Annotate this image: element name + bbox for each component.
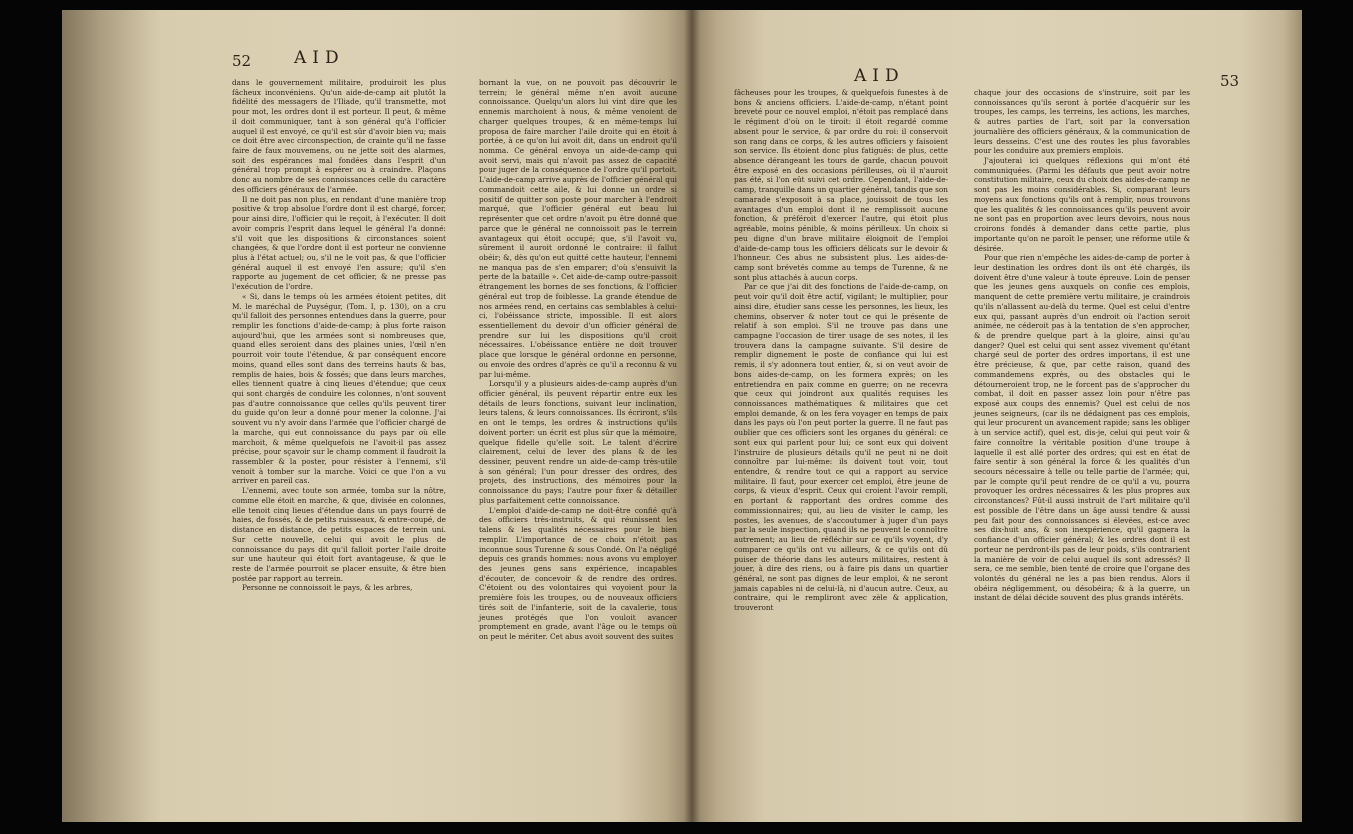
paragraph: Il ne doit pas non plus, en rendant d'une manière trop positive & trop absolue l'ordre dont il est chargé, forcer, pour ainsi dire, l'officier qui le reçoit, à l'exécuter. Il doit avoir compris l'esprit dans lequel le général l'a donné: s'il voit que les dispositions & circonstances soient changées, & que l'ordre dont il est porteur ne convienne plus à l'état actuel; ou, s'il ne le voit pas, & que l'officier général auquel il est envoyé l'en assure; qu'il s'en rapporte au jugement de cet officier, & ne presse pas l'exécution de l'ordre.	[232, 194, 446, 292]
paragraph: « Si, dans le temps où les armées étoient petites, dit M. le maréchal de Puységur, (Tom. I, p. 130), on a cru qu'il falloit des personnes entendues dans la guerre, pour remplir les fonctions d'aide-de-camp; à plus forte raison aujourd'hui, que les armées sont si nombreuses que, quand elles seroient dans des plaines unies, l'œil n'en pourroit voir toute l'étendue, & par conséquent encore moins, quand elles sont dans des terreins hauts & bas, remplis de haies, bois & fossés; que dans leurs marches, elles tiennent quatre à cinq lieues d'étendue; que ceux qui sont chargés de conduire les colonnes, n'ont souvent pas d'autre connoissance que celles qu'ils peuvent tirer du guide qu'on leur a donné pour mener la colonne. J'ai souvent vu n'y avoir dans l'armée que l'officier chargé de la marche, qui eut connoissance du pays par où elle marchoit, & même quelquefois ne l'avoit-il pas assez précise, pour sçavoir sur le champ comment il faudroit la rassembler & la poster, pour résister à l'ennemi, s'il venoit à tomber sur la marche. Voici ce que l'on a vu arriver en pareil cas.	[232, 291, 446, 486]
paragraph: bornant la vue, on ne pouvoit pas découvrir le terrein; le général même n'en avoit aucune connoissance. Quelqu'un alors lui vint dire que les ennemis marchoient à nous, & même venoient de charger quelques troupes, & en même-temps lui proposa de faire marcher l'aile droite qui en étoit à portée, à ce qu'on lui avoit dit, dans un endroit qu'il nomma. Ce général envoya un aide-de-camp qui avoit servi, mais qui n'avoit pas assez de capacité pour juger de la conséquence de l'ordre qu'il portoit. L'aide-de-camp arrive auprès de l'officier général qui commandoit cette aile, & lui donne un ordre si positif de quitter son poste pour marcher à l'endroit marqué, que l'officier général eut beau lui représenter que cet ordre n'avoit pu être donné que parce que le général ne connoissoit pas le terrein avantageux qui étoit occupé; que, s'il l'avoit vu, sûrement il auroit ordonné le contraire: il fallut obéir; &, dès qu'on eut quitté cette hauteur, l'ennemi ne manqua pas de s'en emparer; d'où s'ensuivit la perte de la bataille ». Cet aide-de-camp outre-passoit étrangement les bornes de ses fonctions, & l'officier général eut trop de foiblesse. La grande étendue de nos armées rend, en certains cas semblables à celui-ci, l'obéissance stricte, impossible. Il est alors essentiellement du devoir d'un officier général de prendre sur lui les dispositions qu'il croit nécessaires. L'obéissance entière ne doit trouver place que lorsque le général ordonne en personne, ou envoie des ordres d'après ce qu'il a reconnu & vu par lui-même.	[479, 78, 677, 379]
page-number: 52	[232, 52, 252, 70]
paragraph: Personne ne connoissoit le pays, & les arbres,	[242, 583, 413, 593]
paragraph: J'ajouterai ici quelques réflexions qui m'ont été communiquées. (Parmi les défauts que peut avoir notre constitution militaire, ceux du choix des aides-de-camp ne sont pas les moins considérables. Si, comparant leurs moyens aux fonctions qu'ils ont à remplir, nous trouvons que les qualités & les connoissances qu'ils peuvent avoir ne sont pas en proportion avec leurs devoirs, nous nous croirons fondés à demander dans cette partie, plus importante qu'on ne paroît le penser, une réforme utile & désirée.	[974, 156, 1190, 253]
text-column-right	[479, 78, 677, 642]
page-number: 53	[1220, 72, 1240, 90]
text-column-left	[734, 88, 948, 613]
book-gutter	[684, 10, 700, 822]
right-page	[692, 10, 1302, 822]
text-column-right	[974, 88, 1190, 603]
paragraph: Par ce que j'ai dit des fonctions de l'aide-de-camp, on peut voir qu'il doit être actif, vigilant; le multiplier, pour ainsi dire, étudier sans cesse les personnes, les lieux, les chemins, observer & noter tout ce qui le présente de relatif à son emploi. S'il ne trouve pas dans une campagne l'occasion de tirer usage de ses notes, il les trouvera dans la campagne suivante. S'il desire de remplir dignement le poste de confiance qui lui est remis, il s'y adonnera tout entier, &, si on veut avoir de bons aides-de-camp, on les formera exprès; on les entretiendra en paix comme en guerre; on ne recevra que ceux qui joindront aux qualités requises les connoissances mathématiques & militaires que cet emploi demande, & on les fera voyager en temps de paix dans les pays où l'on peut porter la guerre. Il ne faut pas oublier que ces officiers sont les organes du général: ce sont eux qui parlent pour lui; ce sont eux qui doivent l'instruire de plusieurs détails qu'il ne peut ni ne doit connoître par lui-même: ils doivent tout voir, tout entendre, & rendre tout ce qui a rapport au service militaire. Il faut, pour exercer cet emploi, être jeune de corps, & vieux d'esprit. Ceux qui croient l'avoir rempli, en portant & rapportant des ordres comme des commissionnaires; qui, au lieu de visiter le camp, les postes, les avenues, de s'accoutumer à juger d'un pays par la seule inspection, quand ils ne peuvent le connoître autrement; au lieu de réfléchir sur ce qu'ils voyent, d'y comparer ce qu'ils ont vu ailleurs, & ce qu'ils ont dû puiser de théorie dans les auteurs militaires, restent à jouer, à dire des riens, ou à faire pis dans un quartier général, ne sont pas dignes de leur emploi, & ne seront jamais capables ni de celui-là, ni d'aucun autre. Ceux, au contraire, qui le rempliront avec zèle & application, trouveront	[734, 282, 948, 613]
paragraph: L'emploi d'aide-de-camp ne doit-être confié qu'à des officiers très-instruits, & qui réunissent les talens & les qualités nécessaires pour le bien remplir. L'importance de ce choix n'étoit pas inconnue sous Turenne & sous Condé. On l'a négligé depuis ces grands hommes: nous avons vu employer des jeunes gens sans expérience, incapables d'écouter, de concevoir & de rendre des ordres. C'étoient ou des volontaires qui voyoient pour la première fois les troupes, ou de nouveaux officiers tirés soit de l'infanterie, soit de la cavalerie, tous jeunes protégés que l'on vouloit avancer promptement en grade, avant l'âge ou le temps où on peut le mériter. Cet abus avoit souvent des suites	[479, 505, 677, 641]
paragraph: fâcheuses pour les troupes, & quelquefois funestes à de bons & anciens officiers. L'aide-de-camp, n'étant point breveté pour ce nouvel emploi, n'étoit pas remplacé dans le régiment d'où on le tiroit: il étoit regardé comme absent pour le service, & par ordre du roi: il conservoit son rang dans ce corps, & les autres officiers y faisoient son service. Ils étoient donc plus fatigués: de plus, cette absence dérangeant les tours de garde, chacun pouvoit être exposé en des occasions périlleuses, où il n'auroit pas été, si l'on eût suivi cet ordre. Cependant, l'aide-de-camp, tranquille dans un quartier général, tandis que son camarade s'exposoit à sa place, jouissoit de tous les avantages d'un emploi dont il ne remplissoit aucune fonction, & préféroit d'exercer l'autre, qui étoit plus agréable, moins pénible, & moins périlleux. Un choix si peu digne d'un brave militaire éloignoit de l'emploi d'aide-de-camp tous les officiers délicats sur le devoir & l'honneur. Ces abus ne subsistent plus. Les aides-de-camp sont brévetés comme au temps de Turenne, & ne sont plus attachés à aucun corps.	[734, 88, 948, 282]
paragraph: Pour que rien n'empêche les aides-de-camp de porter à leur destination les ordres dont ils ont été chargés, ils doivent être d'une valeur à toute épreuve. Loin de penser que les jeunes gens auxquels on confie ces emplois, manquent de cette première vertu militaire, je craindrois qu'ils n'allassent au-delà du terme. Quel est celui d'entre eux qui, passant auprès d'un endroit où l'action seroit animée, ne céderoit pas à la tentation de s'en approcher, & de prendre quelque part à la gloire, ainsi qu'au danger? Quel est celui qui sent assez vivement qu'étant chargé seul de porter des ordres importans, il est une être précieuse, & que, par cette raison, quand des commandemens exprès, ou des obstacles qui le détourneroient trop, ne le forcent pas de s'approcher du combat, il doit en passer assez loin pour n'être pas exposé aux coups des ennemis? Quel est celui de nos jeunes seigneurs, (car ils ne dédaignent pas ces emplois, qui leur procurent un avancement rapide; sans les obliger à un service actif), quel est, dis-je, celui qui peut voir & faire connoître la véritable position d'une troupe à laquelle il est allé porter des ordres; qui est en état de faire sentir à son général la force & les qualités d'un secours nécessaire à telle ou telle partie de l'armée; qui, par le compte qu'il peut rendre de ce qu'il a vu, pourra provoquer les ordres nécessaires & les plus propres aux circonstances? Fût-il aussi instruit de l'art militaire qu'il est possible de l'être dans un âge aussi tendre & aussi peu fait pour des connoissances si élevées, est-ce avec ses dix-huit ans, & son inexpérience, qu'il gagnera la confiance d'un officier général; & les ordres dont il est porteur ne perdront-ils pas de leur poids, s'ils contrarient la manière de voir de celui auquel ils sont adressés? Il sera, ce me semble, bien tenté de croire que l'organe des volontés du général ne les a pas bien rendus. Alors il obéira négligemment, ou désobéira; & à la guerre, un instant de délai décide souvent des plus grands intérêts.	[974, 253, 1190, 603]
paragraph: dans le gouvernement militaire, produiroit les plus fâcheux inconvéniens. Qu'un aide-de-camp ait plutôt la fidélité des messagers de l'Iliade, qu'il transmette, mot pour mot, les ordres dont il est porteur. Il peut, & même il doit communiquer, tant à son général qu'à l'officier auquel il est envoyé, ce qu'il est sûr d'avoir bien vu; mais ce doit être avec circonspection, de crainte qu'il ne fasse faire de faux mouvemens, ou ne jette soit des alarmes, soit des espérances mal fondées dans l'esprit d'un général trop prompt à espérer ou à craindre. Plaçons donc au nombre de ses connoissances celle du caractère des officiers généraux de l'armée.	[232, 78, 446, 194]
text-column-left	[232, 78, 446, 593]
paragraph: L'ennemi, avec toute son armée, tomba sur la nôtre, comme elle étoit en marche, & que, divisée en colonnes, elle tenoit cinq lieues d'étendue dans un pays fourré de haies, de fossés, & de petits ruisseaux, & entre-coupé, de distance en distance, de petits espaces de terrein uni. Sur cette nouvelle, celui qui avoit le plus de connoissance du pays dit qu'il falloit porter l'aile droite sur une hauteur qui étoit fort avantageuse, & que le reste de l'armée pourroit se placer ensuite, & être bien postée par rapport au terrein.	[232, 486, 446, 583]
running-head: AID	[294, 48, 345, 68]
paragraph: chaque jour des occasions de s'instruire, soit par les connoissances qu'ils seront à portée d'acquérir sur les troupes, les camps, les terreins, les actions, les marches, & autres parties de l'art, soit par la conversation journalière des officiers généraux, & la communication de leurs desseins. C'est une des routes les plus favorables pour les conduire aux premiers emplois.	[974, 88, 1190, 156]
open-book-spread	[62, 10, 1302, 822]
left-page	[62, 10, 692, 822]
running-head: AID	[854, 66, 905, 86]
paragraph: Lorsqu'il y a plusieurs aides-de-camp auprès d'un officier général, ils peuvent répartir entre eux les détails de leurs fonctions, suivant leur inclination, leurs talens, & leurs connoissances. Ils écriront, s'ils en ont le temps, les ordres & instructions qu'ils doivent porter: un écrit est plus sûr que la mémoire, quelque fidelle qu'elle soit. Le talent d'écrire clairement, celui de lever des plans & de les dessiner, peuvent rendre un aide-de-camp très-utile à son général; l'un pour dresser des ordres, des projets, des instructions, des mémoires pour la connoissance du pays; l'autre pour fixer & détailler plus parfaitement cette connoissance.	[479, 379, 677, 505]
